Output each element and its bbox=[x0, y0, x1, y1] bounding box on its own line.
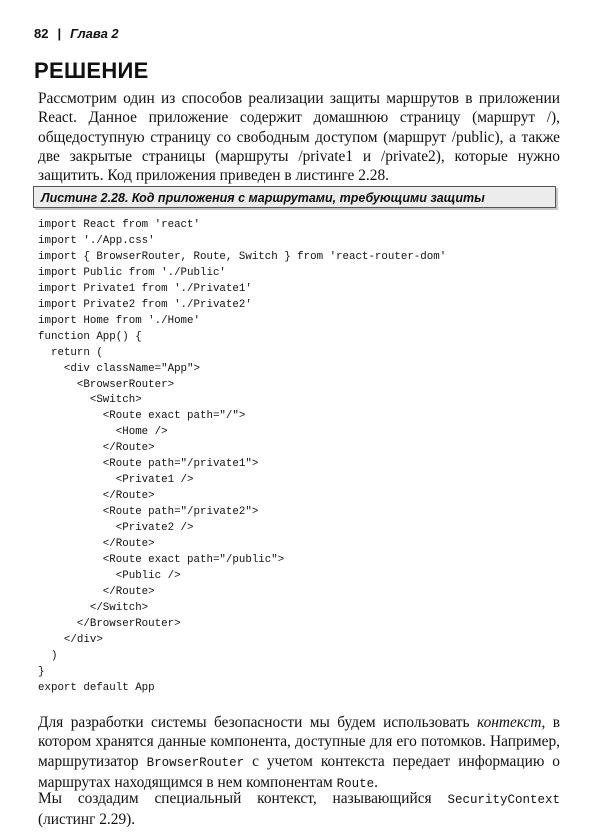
text-run: , в котором хранятся данные компонента, доступные для его потомков. Например, маршрутизатор bbox=[38, 714, 560, 770]
code-line: <Route path="/private1"> bbox=[38, 458, 259, 471]
code-line: import React from 'react' bbox=[38, 219, 200, 231]
text-run: с учетом контекста передает информацию о маршрутах находящимся в нем компонентам bbox=[38, 752, 560, 791]
intro-paragraph: Рассмотрим один из способов реализации защиты маршрутов в приложении React. Данное приложение содержит домашнюю страницу (маршрут /), общедоступную страницу со свободным доступом (маршрут /public), а также две закрытые страницы (маршруты /private1 и /private2), которые нужно защитить. Код приложения приведен в листинге 2.28. bbox=[38, 90, 560, 185]
code-listing bbox=[38, 218, 446, 697]
section-title: РЕШЕНИЕ bbox=[34, 58, 149, 83]
code-line: <Public /> bbox=[38, 569, 181, 582]
code-line: </Route> bbox=[38, 538, 155, 551]
code-line: </div> bbox=[38, 633, 103, 646]
code-line: <Route exact path="/"> bbox=[38, 410, 246, 423]
listing-caption: Листинг 2.28. Код приложения с маршрутами, требующими защиты bbox=[33, 186, 556, 208]
code-line: <Home /> bbox=[38, 426, 168, 439]
code-line: export default App bbox=[38, 681, 155, 694]
inline-code: SecurityContext bbox=[447, 793, 560, 807]
code-line: <Route exact path="/public"> bbox=[38, 554, 285, 567]
code-line: <Route path="/private2"> bbox=[38, 506, 259, 519]
code-line: <div className="App"> bbox=[38, 362, 200, 375]
code-line: </Route> bbox=[38, 585, 155, 598]
code-line: import Private1 from './Private1' bbox=[38, 282, 252, 295]
code-line: import Home from './Home' bbox=[38, 314, 200, 327]
inline-code: Route bbox=[336, 776, 375, 791]
code-line: return ( bbox=[38, 346, 103, 359]
code-line: import { BrowserRouter, Route, Switch } from 'react-router-dom' bbox=[38, 250, 447, 263]
code-line: import Private2 from './Private2' bbox=[38, 298, 252, 311]
chapter-title: Глава 2 bbox=[70, 26, 119, 41]
text-run: Мы создадим специальный контекст, называющийся bbox=[38, 790, 448, 807]
emphasized-term: контекст bbox=[476, 714, 542, 731]
code-line: </Route> bbox=[38, 490, 155, 503]
code-line: </Switch> bbox=[38, 601, 149, 614]
code-line: import Public from './Public' bbox=[38, 266, 226, 279]
text-run: (листинг 2.29). bbox=[38, 811, 136, 829]
page-number: 82 bbox=[34, 26, 49, 41]
context-paragraph bbox=[38, 713, 560, 794]
inline-code: BrowserRouter bbox=[146, 755, 245, 770]
code-line: <Private2 /> bbox=[38, 522, 194, 535]
code-line: } bbox=[38, 665, 45, 678]
security-context-paragraph bbox=[38, 789, 560, 830]
code-line: import './App.css' bbox=[38, 234, 155, 247]
running-head bbox=[34, 26, 119, 41]
code-line: <Private1 /> bbox=[38, 474, 194, 487]
code-line: </Route> bbox=[38, 442, 155, 455]
code-line: </BrowserRouter> bbox=[38, 617, 181, 630]
text-run: Для разработки системы безопасности мы будем использовать bbox=[38, 714, 477, 731]
code-line: ) bbox=[38, 649, 58, 662]
code-line: <Switch> bbox=[38, 394, 142, 407]
code-line: function App() { bbox=[38, 330, 142, 343]
header-separator: | bbox=[57, 26, 62, 41]
text-run: . bbox=[374, 773, 378, 791]
code-line: <BrowserRouter> bbox=[38, 378, 175, 391]
